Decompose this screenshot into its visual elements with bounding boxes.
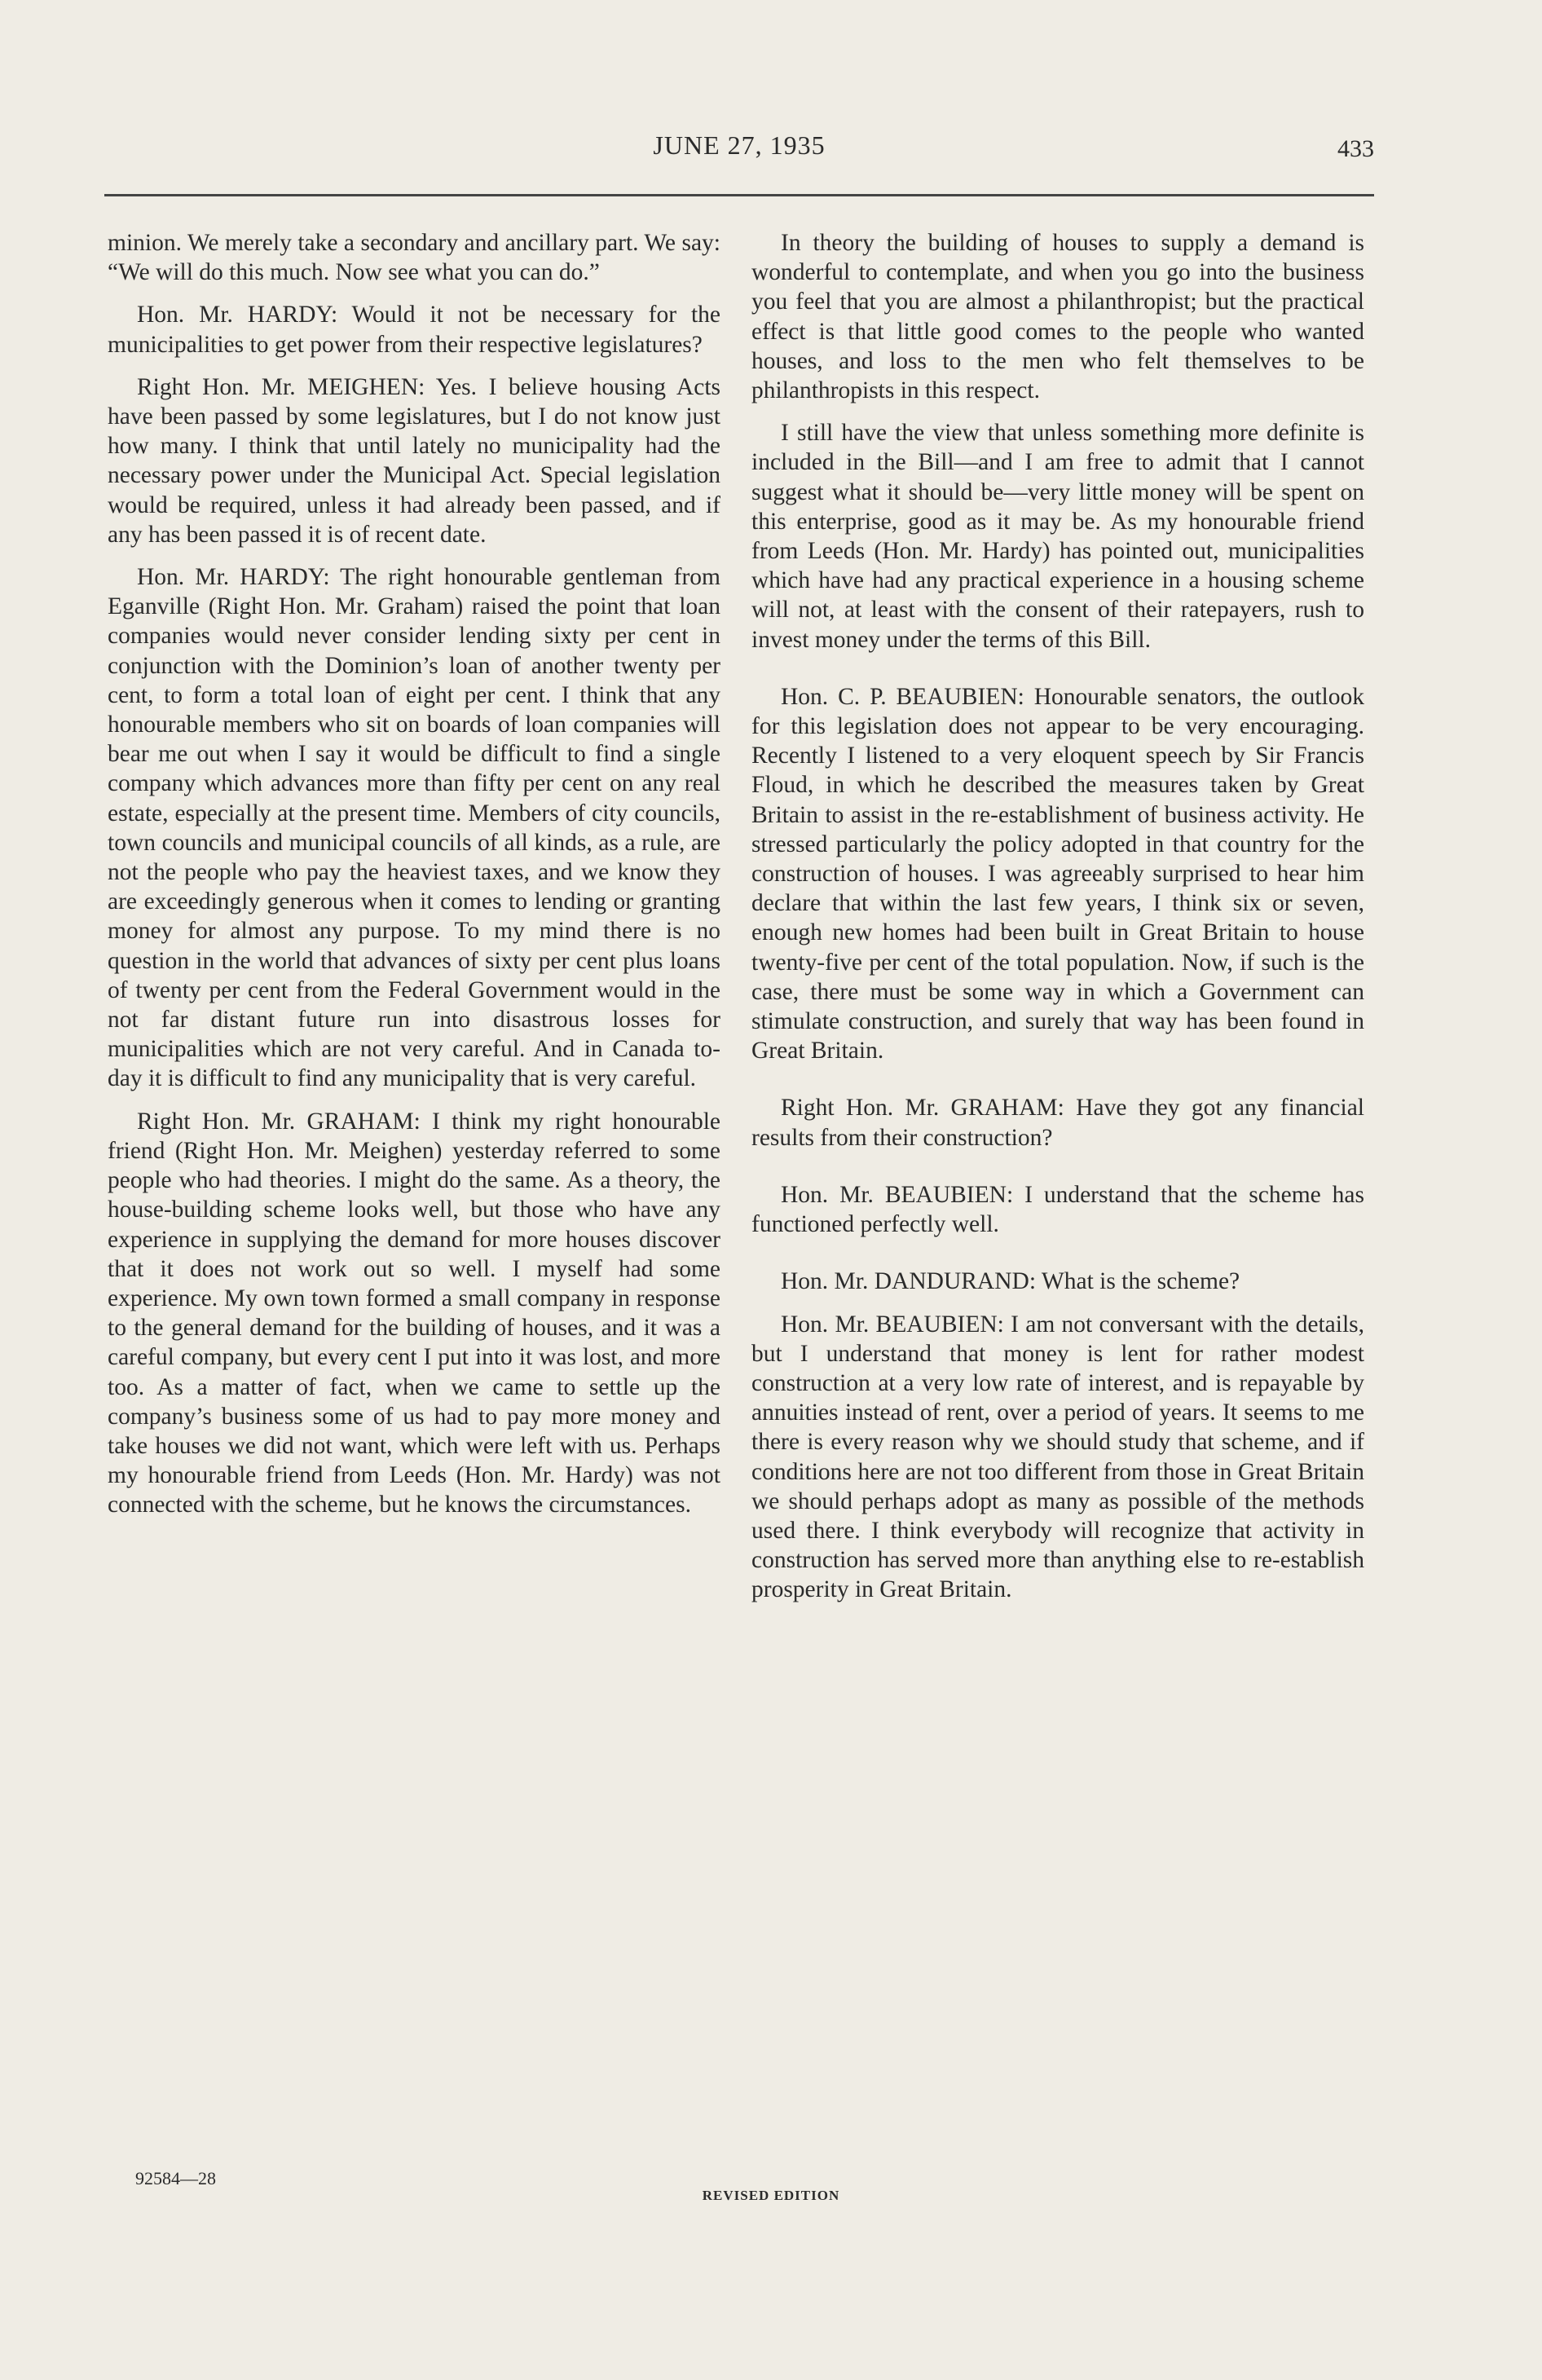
paragraph: Hon. C. P. BEAUBIEN: Honourable senators, the outlook for this legislation does not appear to be very encouraging. Recently I listened to a very eloquent speech by Sir Francis Floud, in which he described the measures taken by Great Britain to assist in the re-establishment of business activity. He stressed particularly the policy adopted in that country for the construction of houses. I was agreeably surprised to hear him declare that within the last few years, I think six or seven, enough new homes had been built in Great Britain to house twenty-five per cent of the total population. Now, if such is the case, there must be some way in which a Government can stimulate construction, and surely that way has been found in Great Britain. (751, 683, 1364, 1064)
paragraph: Hon. Mr. HARDY: The right honourable gentleman from Eganville (Right Hon. Mr. Graham) raised the point that loan companies would never consider lending sixty per cent in conjunction with the Dominion’s loan of another twenty per cent, to form a total loan of eight per cent. I think that any honourable members who sit on boards of loan companies will bear me out when I say it would be difficult to find a single company which advances more than fifty per cent on any real estate, especially at the present time. Members of city councils, town councils and municipal councils of all kinds, as a rule, are not the people who pay the heaviest taxes, and we know they are exceedingly generous when it comes to lending or granting money for almost any purpose. To my mind there is no question in the world that advances of sixty per cent plus loans of twenty per cent from the Federal Government would in the not far distant future run into disastrous losses for municipalities which are not very careful. And in Canada to-day it is difficult to find any municipality that is very careful. (108, 564, 720, 1092)
paragraph: Right Hon. Mr. MEIGHEN: Yes. I believe housing Acts have been passed by some legislatures, but I do not know just how many. I think that until lately no municipality had the necessary power under the Municipal Act. Special legislation would be required, unless it had already been passed, and if any has been passed it is of recent date. (108, 373, 720, 548)
left-column (108, 228, 720, 1533)
page-number: 433 (1337, 135, 1374, 162)
page-header (104, 130, 1374, 179)
paragraph: Hon. Mr. BEAUBIEN: I am not conversant with the details, but I understand that money is lent for rather modest construction at a very low rate of interest, and is repayable by annuities instead of rent, over a period of years. It seems to me there is every reason why we should study that scheme, and if conditions here are not too different from those in Great Britain we should perhaps adopt as many as possible of the methods used there. I think everybody will recognize that activity in construction has served more than anything else to re-establish prosperity in Great Britain. (751, 1311, 1364, 1603)
paragraph: Hon. Mr. DANDURAND: What is the scheme? (781, 1268, 1240, 1295)
paragraph: Hon. Mr. BEAUBIEN: I understand that the scheme has functioned perfectly well. (751, 1181, 1364, 1238)
paragraph: In theory the building of houses to supply a demand is wonderful to contemplate, and when you go into the business you feel that you are almost a philanthropist; but the practical effect is that little good comes to the people who wanted houses, and loss to the men who felt themselves to be philanthropists in this respect. (751, 230, 1364, 404)
footer-code: 92584—28 (135, 2168, 216, 2188)
paragraph: minion. We merely take a secondary and ancillary part. We say: “We will do this much. Now see what you can do.” (108, 230, 720, 286)
footer-edition: REVISED EDITION (702, 2188, 840, 2203)
right-column (751, 228, 1364, 1618)
header-date: JUNE 27, 1935 (653, 130, 826, 160)
paragraph: Right Hon. Mr. GRAHAM: Have they got any financial results from their construction? (751, 1095, 1364, 1151)
paragraph: I still have the view that unless something more definite is included in the Bill—and I am free to admit that I cannot suggest what it should be—very little money will be spent on this enterprise, good as it may be. As my honourable friend from Leeds (Hon. Mr. Hardy) has pointed out, municipalities which have had any practical experience in a housing scheme will not, at least with the consent of their ratepayers, rush to invest money under the terms of this Bill. (751, 420, 1364, 653)
paragraph: Right Hon. Mr. GRAHAM: I think my right honourable friend (Right Hon. Mr. Meighen) yesterday referred to some people who had theories. I might do the same. As a theory, the house-building scheme looks well, but those who have any experience in supplying the demand for more houses discover that it does not work out so well. I myself had some experience. My own town formed a small company in response to the general demand for the building of houses, and it was a careful company, but every cent I put into it was lost, and more too. As a matter of fact, when we came to settle up the company’s business some of us had to pay more money and take houses we did not want, which were left with us. Perhaps my honourable friend from Leeds (Hon. Mr. Hardy) was not connected with the scheme, but he knows the circumstances. (108, 1108, 720, 1518)
paragraph: Hon. Mr. HARDY: Would it not be necessary for the municipalities to get power from their respective legislatures? (108, 302, 720, 358)
header-rule (104, 194, 1374, 196)
